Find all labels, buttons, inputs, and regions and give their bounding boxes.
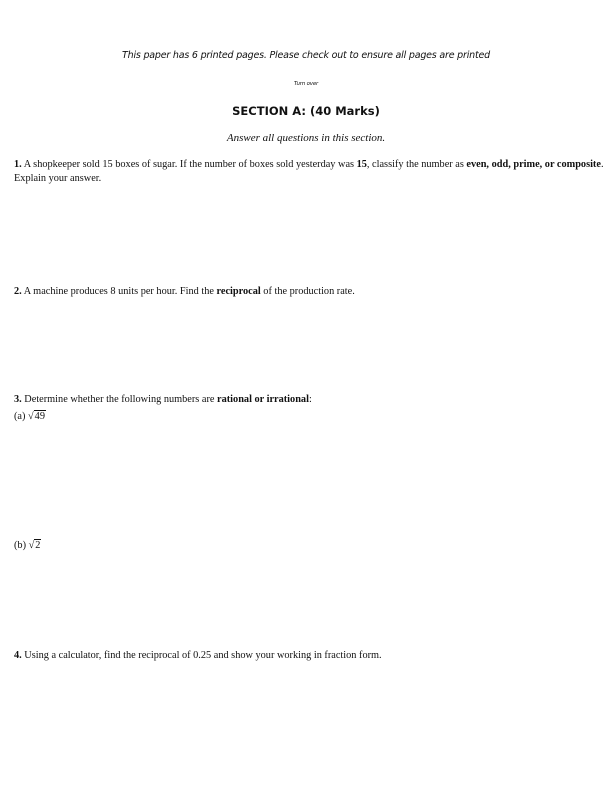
question-text: A machine produces 8 units per hour. Find the bbox=[21, 286, 217, 297]
question-text: of the production rate. bbox=[260, 286, 355, 297]
section-instruction: Answer all questions in this section. bbox=[226, 132, 386, 144]
square-root-expression bbox=[29, 539, 42, 553]
question-emphasis: 15 bbox=[356, 159, 367, 170]
question-emphasis: even, odd, prime, or composite bbox=[466, 159, 601, 170]
subpart-label: (a) bbox=[14, 411, 29, 422]
question-1 bbox=[14, 158, 604, 186]
question-number: 4. bbox=[14, 650, 22, 661]
radical-sign: √ bbox=[28, 411, 34, 422]
question-number: 3. bbox=[14, 394, 22, 405]
page-count-notice: This paper has 6 printed pages. Please check out to ensure all pages are printed bbox=[122, 50, 490, 61]
question-3b bbox=[14, 539, 604, 553]
question-3a bbox=[14, 410, 604, 424]
radical-sign: √ bbox=[28, 540, 35, 551]
question-2 bbox=[14, 285, 604, 299]
question-4 bbox=[14, 649, 604, 663]
question-text: A shopkeeper sold 15 boxes of sugar. If the number of boxes sold yesterday was bbox=[21, 159, 357, 170]
question-3 bbox=[14, 393, 604, 407]
question-number: 1. bbox=[14, 159, 22, 170]
question-text: , classify the number as bbox=[366, 159, 467, 170]
question-emphasis: rational or irrational bbox=[217, 394, 309, 405]
section-title: SECTION A: (40 Marks) bbox=[232, 104, 380, 118]
question-text: : bbox=[308, 394, 312, 405]
question-text: Determine whether the following numbers are bbox=[21, 394, 218, 405]
turn-over-note: Turn over bbox=[293, 81, 319, 87]
radicand: 49 bbox=[34, 411, 45, 422]
question-text: . Explain your answer. bbox=[14, 159, 604, 184]
question-emphasis: reciprocal bbox=[216, 286, 261, 297]
question-number: 2. bbox=[14, 286, 22, 297]
question-text: Using a calculator, find the reciprocal of 0.25 and show your working in fraction form. bbox=[21, 650, 382, 661]
subpart-label: (b) bbox=[14, 540, 29, 551]
radicand: 2 bbox=[35, 540, 41, 551]
square-root-expression bbox=[28, 410, 46, 424]
